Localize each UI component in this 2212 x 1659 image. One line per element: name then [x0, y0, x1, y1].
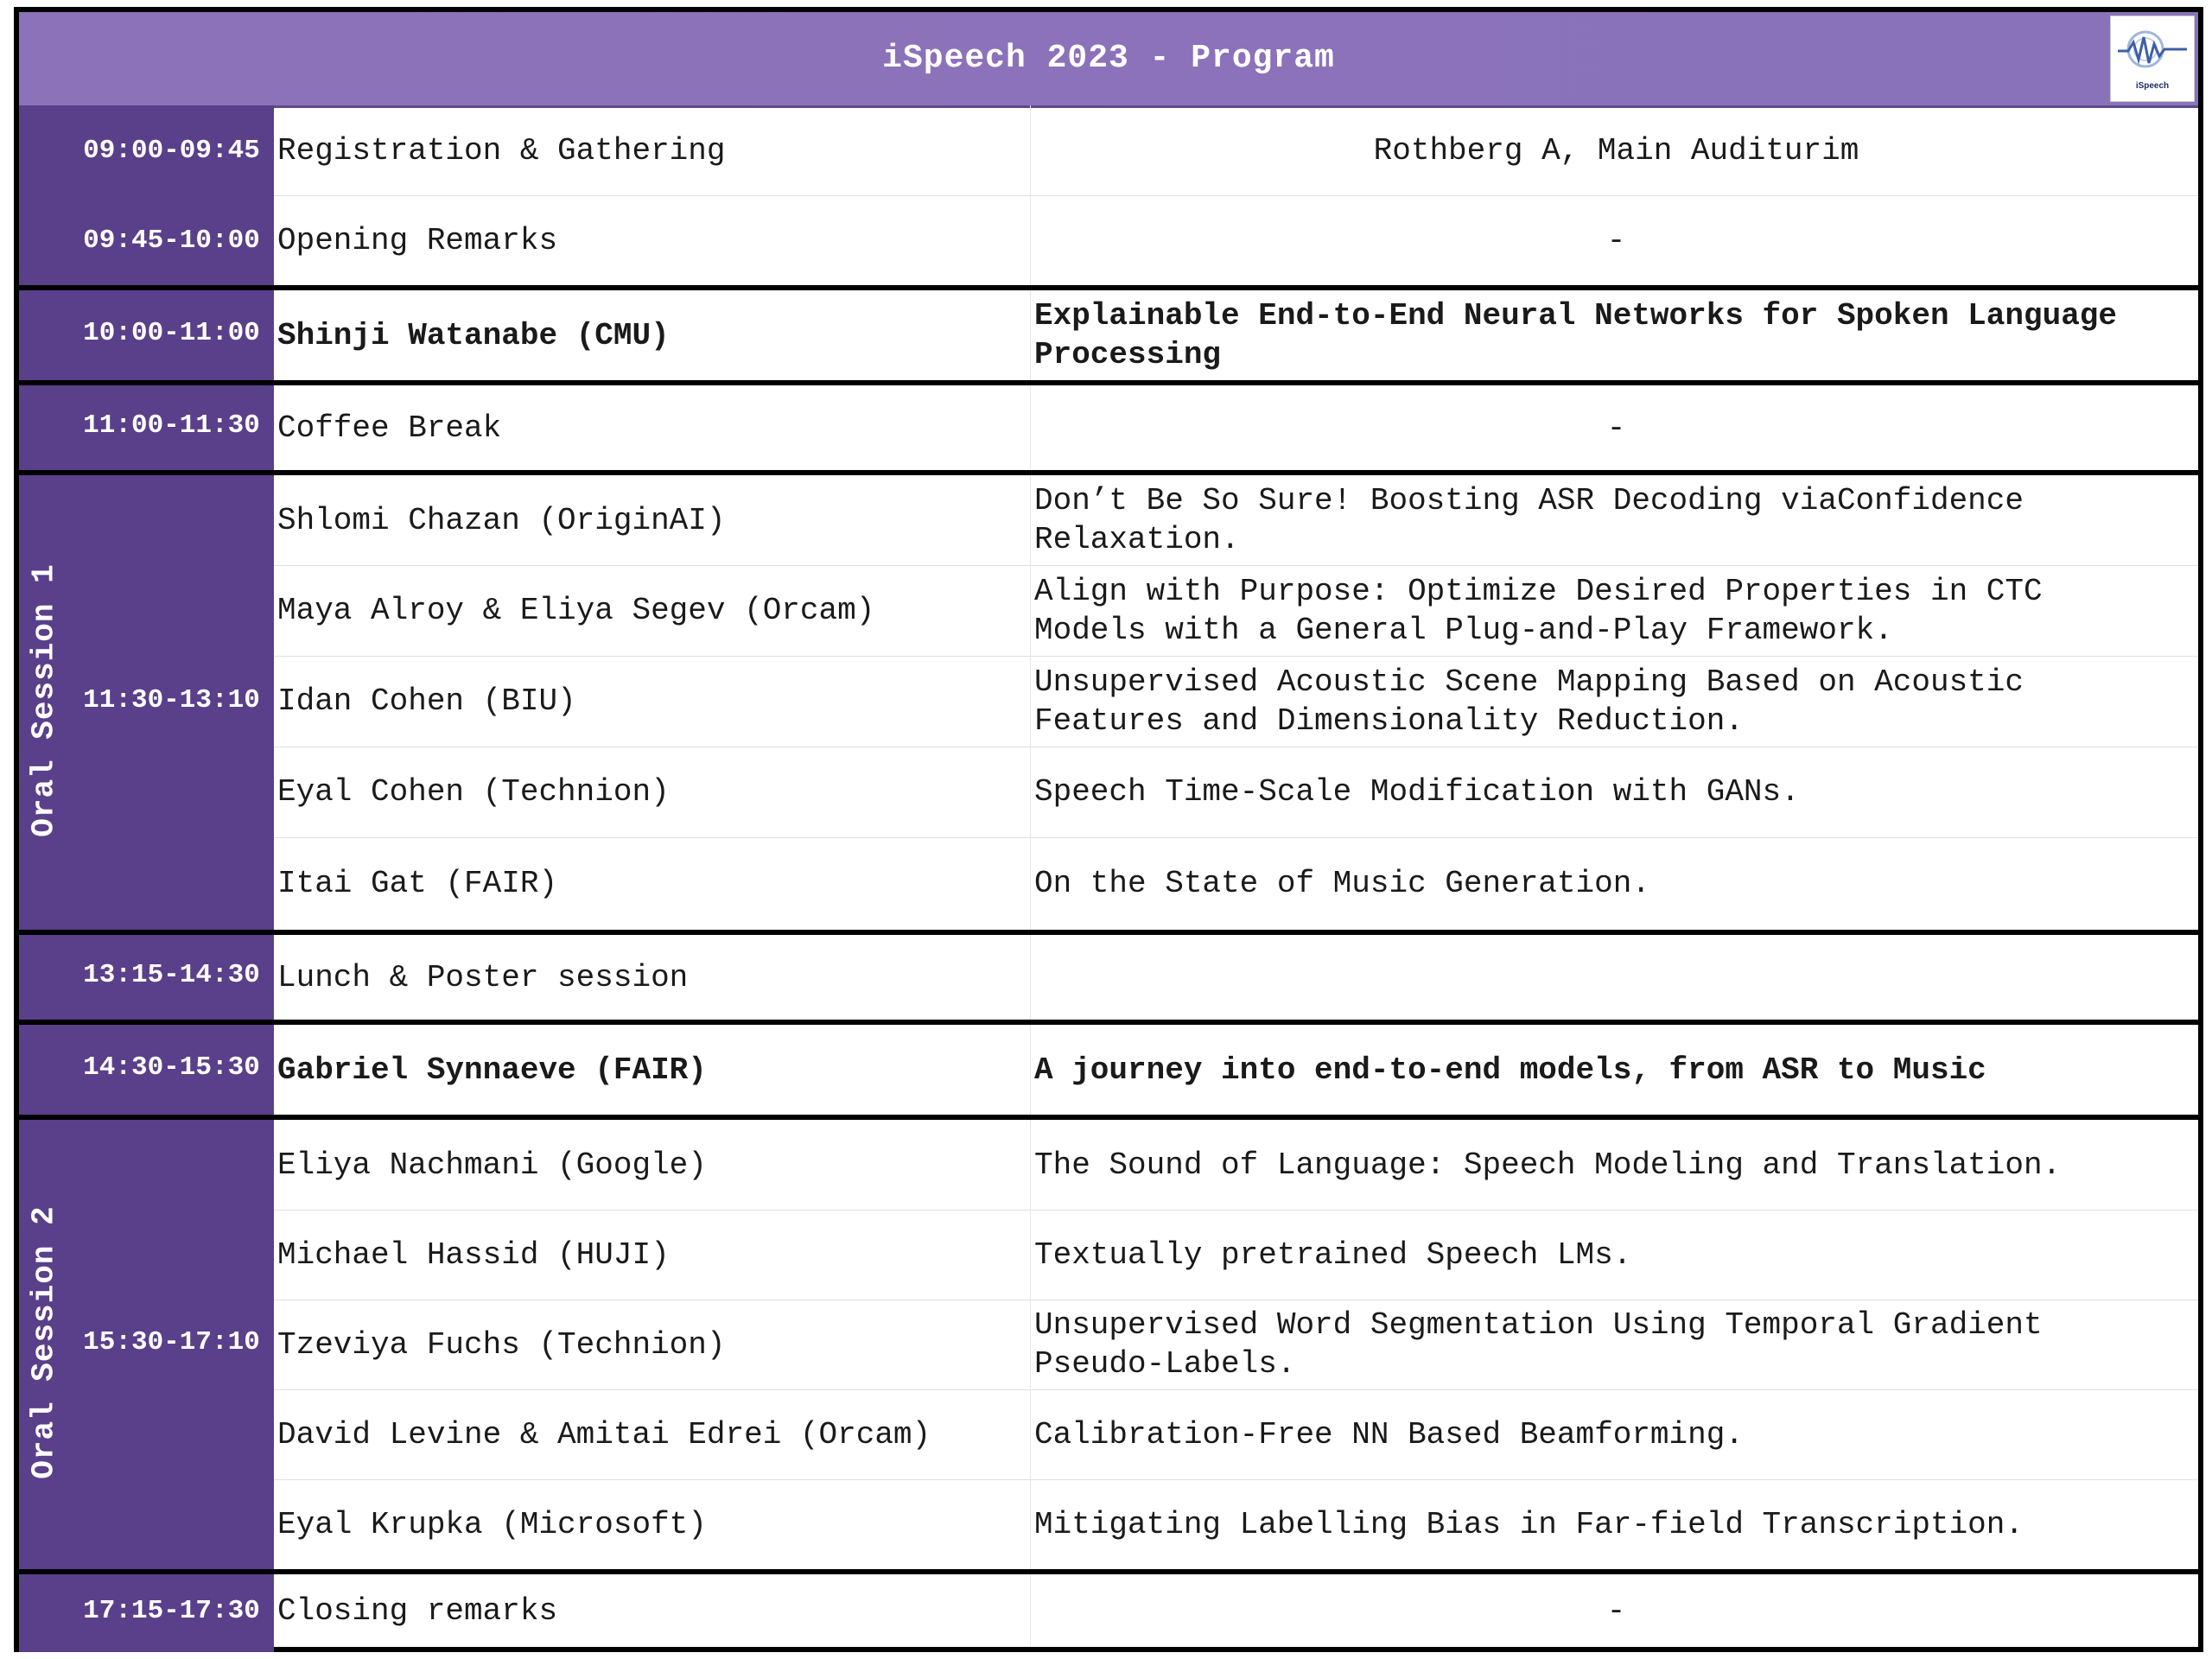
row-strip: [19, 195, 70, 285]
talk-title: Calibration-Free NN Based Beamforming.: [1034, 1416, 1744, 1452]
row-strip: [19, 1020, 70, 1115]
table-row: [274, 385, 2198, 471]
time-slot: 11:00-11:30: [69, 380, 274, 470]
time-slot: 15:30-17:10: [69, 1115, 274, 1569]
column-divider: [1030, 1300, 1031, 1389]
talk-title: -: [1606, 1592, 1626, 1629]
activity-label: Closing remarks: [277, 1592, 558, 1629]
column-divider: [1030, 1120, 1031, 1210]
time-slot: 14:30-15:30: [69, 1020, 274, 1115]
talk-title: Unsupervised Word Segmentation Using Temporal Gradient Pseudo-Labels.: [1034, 1307, 2043, 1382]
talk-row: [274, 747, 2198, 838]
table-row: [274, 935, 2198, 1020]
time-slot: 11:30-13:10: [69, 470, 274, 930]
activity-label: Lunch & Poster session: [277, 959, 689, 995]
column-divider: [1030, 565, 1031, 656]
column-divider: [1030, 105, 1031, 195]
column-divider: [1030, 290, 1031, 380]
column-divider: [1030, 1025, 1031, 1115]
speaker-name: Eyal Cohen (Technion): [277, 774, 670, 810]
talk-title: [1034, 935, 2172, 1020]
column-divider: [1030, 1210, 1031, 1300]
speaker-name: Shlomi Chazan (OriginAI): [277, 502, 726, 538]
column-divider: [1030, 1389, 1031, 1479]
talk-title: Mitigating Labelling Bias in Far-field Transcription.: [1034, 1506, 2024, 1542]
talk-title: Align with Purpose: Optimize Desired Properties in CTC Models with a General Plug-and-Play Framework.: [1034, 573, 2043, 648]
time-slot: 09:00-09:45: [69, 105, 274, 195]
time-slot: 10:00-11:00: [69, 285, 274, 380]
keynote-row: [274, 1025, 2198, 1116]
column-divider: [1030, 935, 1031, 1020]
talk-row: [274, 1210, 2198, 1300]
talk-row: [274, 1389, 2198, 1480]
column-divider: [1030, 195, 1031, 285]
activity-label: Coffee Break: [277, 410, 502, 446]
talk-row: [274, 837, 2198, 930]
speaker-name: David Levine & Amitai Edrei (Orcam): [277, 1416, 931, 1452]
program-table: [14, 7, 2203, 1652]
speaker-name: Idan Cohen (BIU): [277, 683, 576, 719]
talk-title: -: [1606, 222, 1626, 258]
speaker-name: Tzeviya Fuchs (Technion): [277, 1326, 726, 1363]
column-divider: [1030, 385, 1031, 470]
page-title: iSpeech 2023 - Program: [882, 40, 1335, 77]
keynote-speaker: Gabriel Synnaeve (FAIR): [277, 1052, 707, 1088]
talk-row: [274, 565, 2198, 657]
activity-label: Opening Remarks: [277, 222, 558, 258]
row-strip: [19, 285, 70, 380]
keynote-speaker: Shinji Watanabe (CMU): [277, 317, 670, 353]
speaker-name: Maya Alroy & Eliya Segev (Orcam): [277, 593, 875, 628]
talk-title: -: [1606, 410, 1626, 446]
keynote-title: A journey into end-to-end models, from ASR to Music: [1034, 1052, 1986, 1088]
talk-title: Speech Time-Scale Modification with GANs.: [1034, 774, 1800, 810]
column-divider: [1030, 1574, 1031, 1647]
row-strip: [19, 380, 70, 470]
row-strip: [19, 1569, 70, 1652]
activity-label: Registration & Gathering: [277, 132, 726, 168]
column-divider: [1030, 656, 1031, 747]
row-strip: [19, 105, 70, 195]
speaker-name: Eliya Nachmani (Google): [277, 1147, 707, 1183]
talk-row: [274, 475, 2198, 566]
keynote-row: [274, 290, 2198, 381]
column-divider: [1030, 475, 1031, 565]
session-label-1: Oral Session 1: [26, 563, 62, 837]
talk-title: Don’t Be So Sure! Boosting ASR Decoding viaConfidence Relaxation.: [1034, 483, 2024, 557]
session-label-2: Oral Session 2: [26, 1205, 62, 1479]
waveform-icon: [2111, 16, 2194, 86]
column-divider: [1030, 837, 1031, 930]
table-header: [19, 12, 2198, 108]
talk-title: On the State of Music Generation.: [1034, 866, 1650, 901]
talk-row: [274, 1479, 2198, 1569]
ispeech-logo: [2110, 16, 2195, 102]
logo-label: iSpeech: [2135, 81, 2170, 91]
talk-title: The Sound of Language: Speech Modeling and Translation.: [1034, 1147, 2062, 1183]
time-slot: 09:45-10:00: [69, 195, 274, 285]
column-divider: [1030, 1479, 1031, 1569]
table-row: [274, 105, 2198, 196]
speaker-name: Eyal Krupka (Microsoft): [277, 1506, 707, 1542]
speaker-name: Michael Hassid (HUJI): [277, 1236, 670, 1273]
table-row: [274, 195, 2198, 286]
talk-title: Unsupervised Acoustic Scene Mapping Based on Acoustic Features and Dimensionality Reduction.: [1034, 664, 2024, 739]
column-divider: [1030, 747, 1031, 837]
talk-row: [274, 656, 2198, 747]
row-strip: [19, 930, 70, 1020]
location-label: Rothberg A, Main Auditurim: [1373, 132, 1859, 168]
talk-title: Textually pretrained Speech LMs.: [1034, 1236, 1632, 1273]
time-slot: 17:15-17:30: [69, 1569, 274, 1652]
talk-row: [274, 1300, 2198, 1390]
time-slot: 13:15-14:30: [69, 930, 274, 1020]
speaker-name: Itai Gat (FAIR): [277, 866, 558, 901]
table-row: [274, 1574, 2198, 1647]
talk-row: [274, 1120, 2198, 1211]
keynote-title: Explainable End-to-End Neural Networks for Spoken Language Processing: [1034, 298, 2118, 372]
